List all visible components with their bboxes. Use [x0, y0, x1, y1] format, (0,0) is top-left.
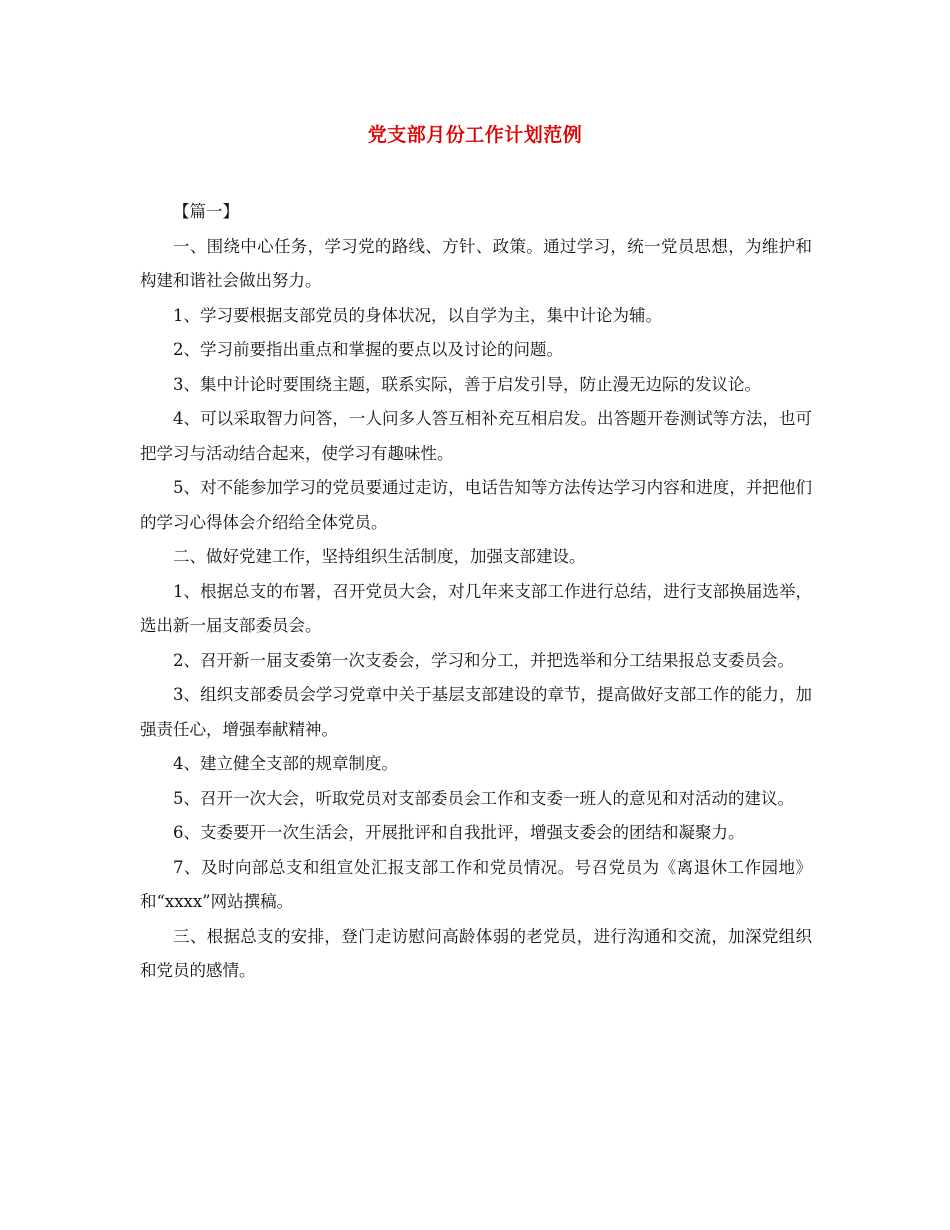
paragraph: 二、做好党建工作，坚持组织生活制度，加强支部建设。: [173, 547, 586, 566]
paragraph: 1、学习要根据支部党员的身体状况，以自学为主，集中计论为辅。: [173, 305, 662, 325]
paragraph: 1、根据总支的布署，召开党员大会，对几年来支部工作进行总结，进行支部换届选举，选出新一届支部委员会。: [140, 581, 812, 635]
paragraph: 4、建立健全支部的规章制度。: [173, 754, 398, 773]
paragraph: 7、及时向部总支和组宣处汇报支部工作和党员情况。号召党员为《离退休工作园地》和“xxxx”网站撰稿。: [140, 857, 812, 911]
paragraph: 5、对不能参加学习的党员要通过走访，电话告知等方法传达学习内容和进度，并把他们的学习心得体会介绍给全体党员。: [140, 478, 812, 532]
paragraph: 2、召开新一届支委第一次支委会，学习和分工，并把选举和分工结果报总支委员会。: [173, 650, 794, 670]
document-body: [140, 195, 812, 989]
section-heading: 【篇一】: [173, 202, 239, 221]
paragraph: 5、召开一次大会，听取党员对支部委员会工作和支委一班人的意见和对活动的建议。: [173, 788, 794, 808]
paragraph: 3、组织支部委员会学习党章中关于基层支部建设的章节，提高做好支部工作的能力，加强责任心，增强奉献精神。: [140, 685, 812, 739]
document-title: 党支部月份工作计划范例: [367, 124, 583, 146]
paragraph: 4、可以采取智力问答，一人问多人答互相补充互相启发。出答题开卷测试等方法，也可把学习与活动结合起来，使学习有趣味性。: [140, 409, 812, 463]
paragraph: 三、根据总支的安排，登门走访慰问高龄体弱的老党员，进行沟通和交流，加深党组织和党员的感情。: [140, 926, 812, 980]
paragraph: 6、支委要开一次生活会，开展批评和自我批评，增强支委会的团结和凝聚力。: [173, 823, 745, 842]
paragraph: 一、围绕中心任务，学习党的路线、方针、政策。通过学习，统一党员思想，为维护和构建和谐社会做出努力。: [140, 236, 812, 290]
paragraph: 3、集中计论时要围绕主题，联系实际，善于启发引导，防止漫无边际的发议论。: [173, 374, 761, 394]
paragraph: 2、学习前要指出重点和掌握的要点以及讨论的问题。: [173, 340, 563, 359]
